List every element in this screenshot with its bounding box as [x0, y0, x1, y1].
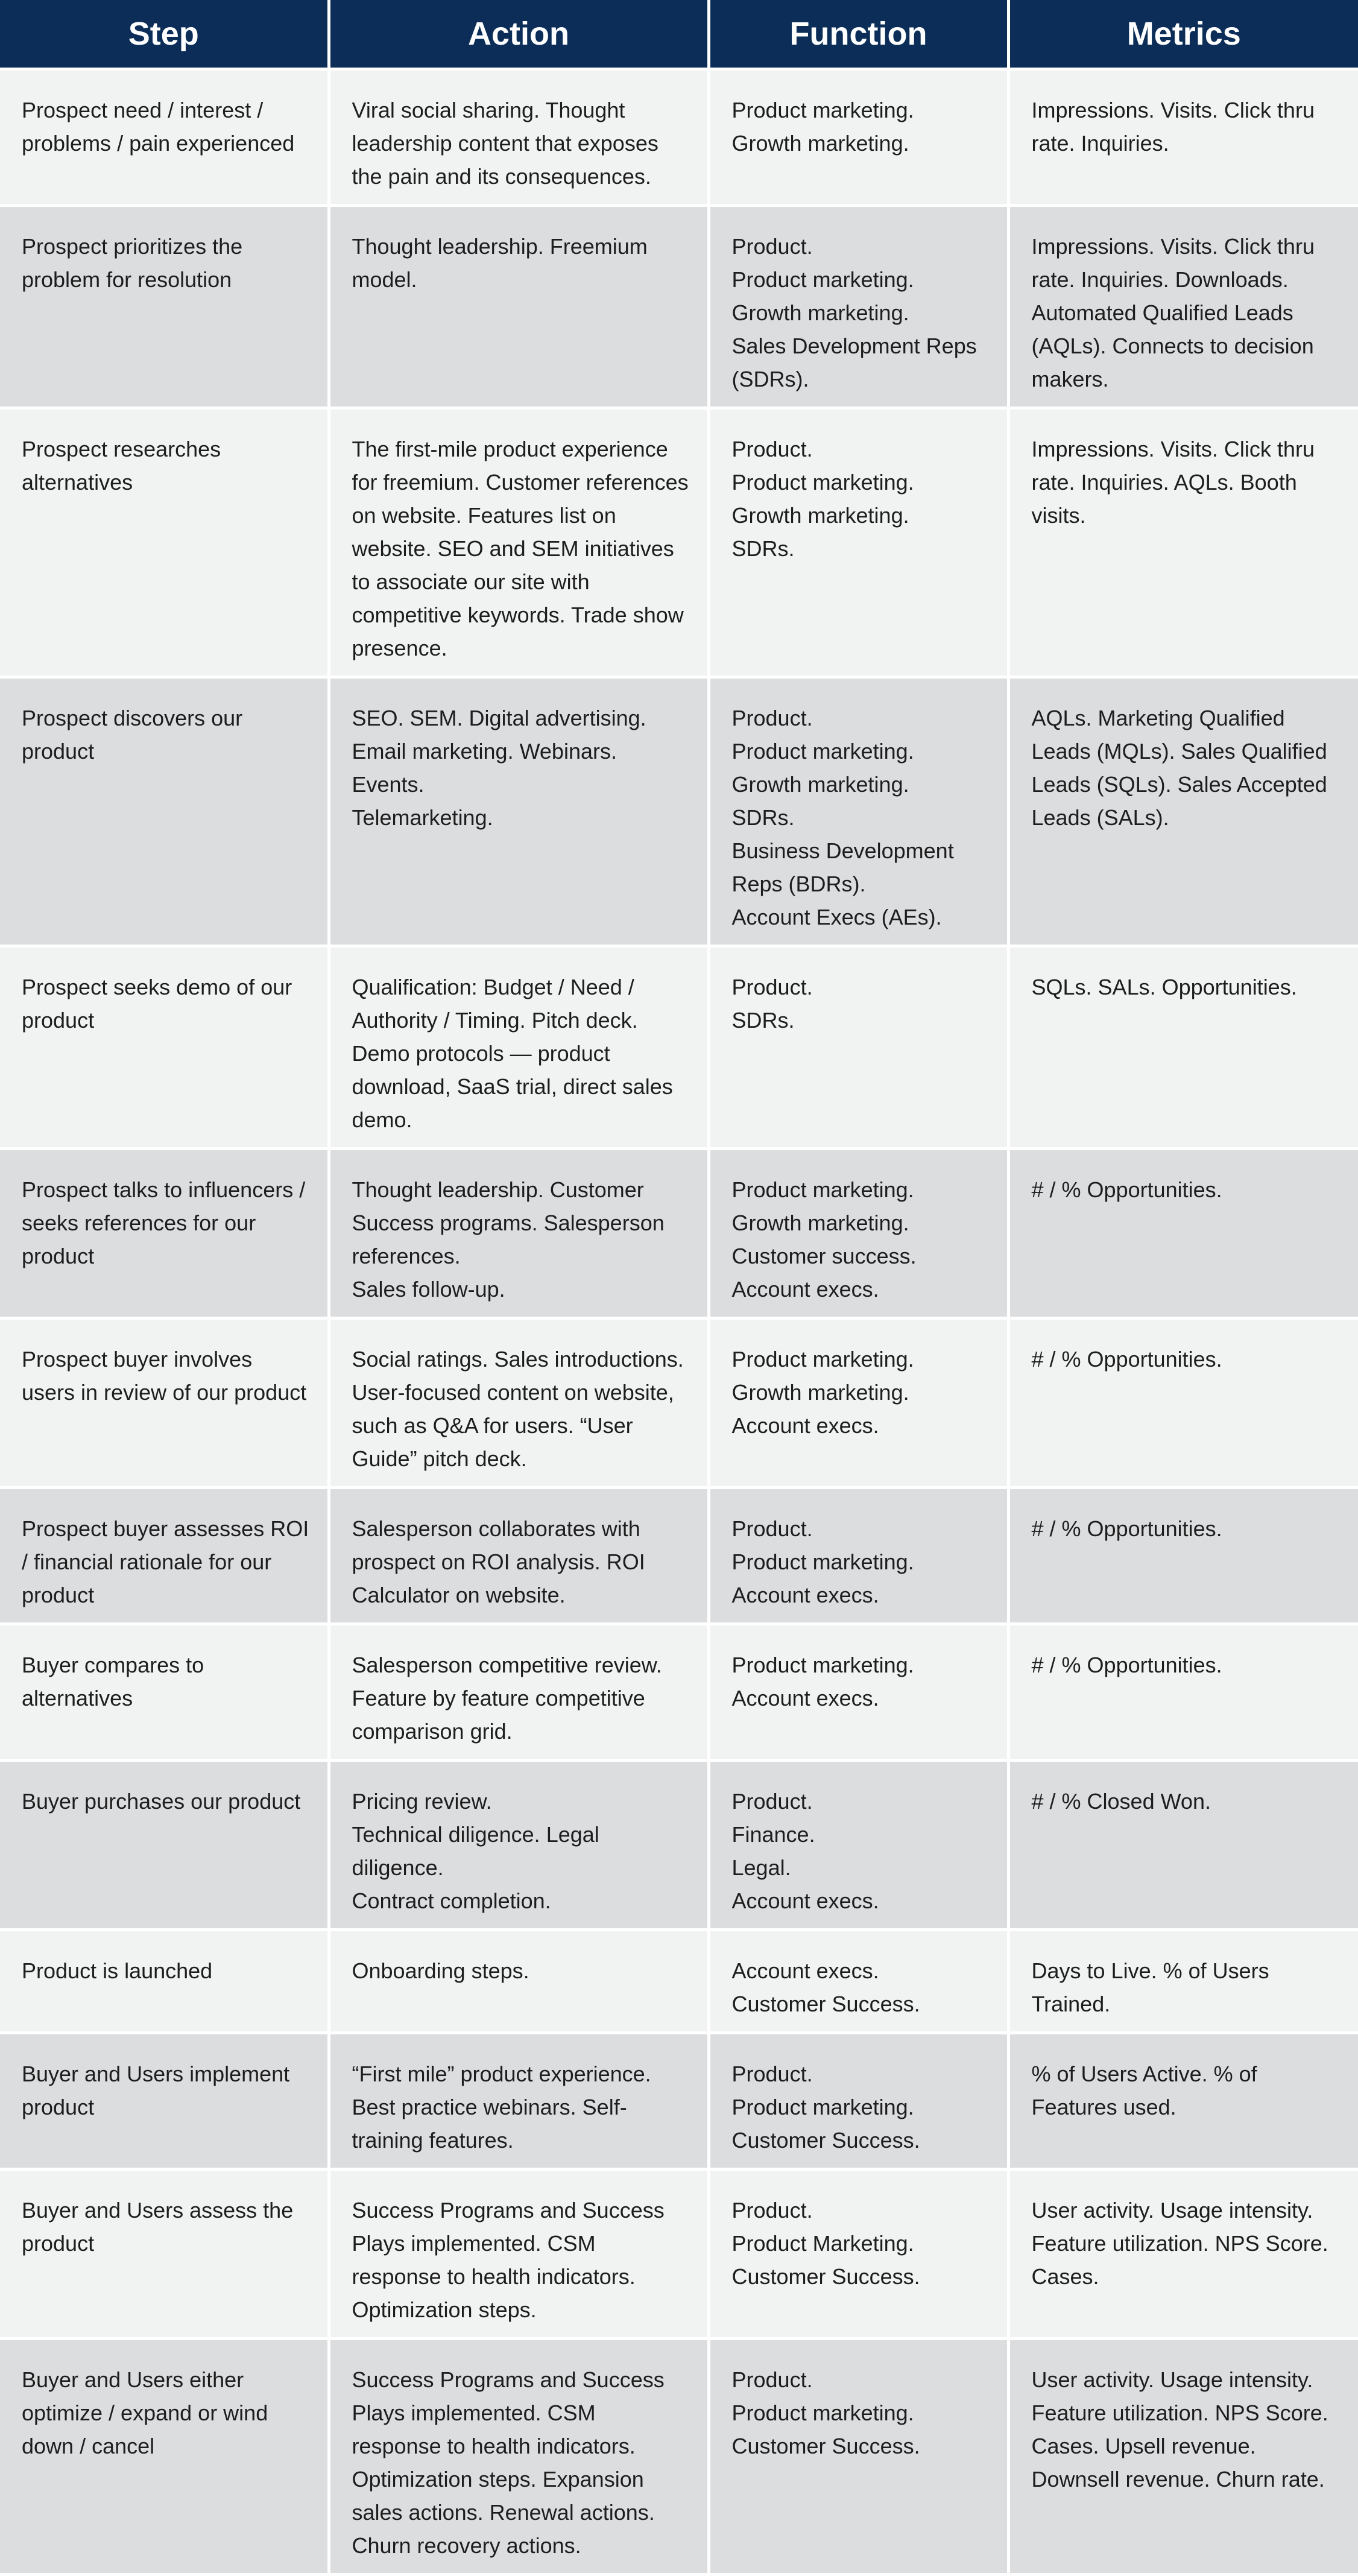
header-function: Function — [709, 0, 1008, 69]
cell-action: Success Programs and Success Plays implemented. CSM response to health indicators. Optimization steps. Expansion sales actions. Renewal actions. Churn recovery actions. — [329, 2339, 709, 2575]
cell-function: Product marketing. Growth marketing. Account execs. — [709, 1318, 1008, 1488]
cell-action: SEO. SEM. Digital advertising. Email marketing. Webinars. Events. Telemarketing. — [329, 677, 709, 946]
cell-action: Thought leadership. Customer Success programs. Salesperson references. Sales follow-up. — [329, 1149, 709, 1318]
cell-function: Product. Product marketing. Customer Success. — [709, 2339, 1008, 2575]
cell-metrics: # / % Closed Won. — [1008, 1761, 1358, 1930]
header-row — [0, 0, 1358, 69]
table-row — [0, 1930, 1358, 2033]
cell-action: Pricing review. Technical diligence. Legal diligence. Contract completion. — [329, 1761, 709, 1930]
cell-function: Product marketing. Growth marketing. Customer success. Account execs. — [709, 1149, 1008, 1318]
cell-metrics: % of Users Active. % of Features used. — [1008, 2033, 1358, 2169]
cell-metrics: # / % Opportunities. — [1008, 1318, 1358, 1488]
cell-metrics: # / % Opportunities. — [1008, 1624, 1358, 1761]
cell-step: Prospect buyer involves users in review of our product — [0, 1318, 329, 1488]
cell-step: Buyer compares to alternatives — [0, 1624, 329, 1761]
cell-metrics: # / % Opportunities. — [1008, 1149, 1358, 1318]
header-action: Action — [329, 0, 709, 69]
cell-function: Account execs. Customer Success. — [709, 1930, 1008, 2033]
cell-step: Prospect prioritizes the problem for resolution — [0, 206, 329, 408]
header-step: Step — [0, 0, 329, 69]
table-row — [0, 1488, 1358, 1624]
cell-metrics: Days to Live. % of Users Trained. — [1008, 1930, 1358, 2033]
table-body — [0, 69, 1358, 2575]
cell-step: Buyer and Users assess the product — [0, 2169, 329, 2339]
cell-step: Buyer and Users implement product — [0, 2033, 329, 2169]
header-metrics: Metrics — [1008, 0, 1358, 69]
cell-function: Product. SDRs. — [709, 946, 1008, 1149]
cell-step: Prospect buyer assesses ROI / financial rationale for our product — [0, 1488, 329, 1624]
cell-metrics: AQLs. Marketing Qualified Leads (MQLs). Sales Qualified Leads (SQLs). Sales Accepted Leads (SALs). — [1008, 677, 1358, 946]
cell-step: Prospect need / interest / problems / pain experienced — [0, 69, 329, 206]
cell-metrics: Impressions. Visits. Click thru rate. Inquiries. — [1008, 69, 1358, 206]
table-row — [0, 2339, 1358, 2575]
cell-step: Buyer purchases our product — [0, 1761, 329, 1930]
cell-step: Prospect talks to influencers / seeks references for our product — [0, 1149, 329, 1318]
cell-metrics: Impressions. Visits. Click thru rate. Inquiries. Downloads. Automated Qualified Leads (AQLs). Connects to decision makers. — [1008, 206, 1358, 408]
cell-action: Salesperson collaborates with prospect on ROI analysis. ROI Calculator on website. — [329, 1488, 709, 1624]
cell-step: Prospect researches alternatives — [0, 408, 329, 677]
cell-action: Success Programs and Success Plays implemented. CSM response to health indicators. Optimization steps. — [329, 2169, 709, 2339]
table-row — [0, 408, 1358, 677]
table-row — [0, 677, 1358, 946]
cell-action: Salesperson competitive review. Feature by feature competitive comparison grid. — [329, 1624, 709, 1761]
table-row — [0, 2169, 1358, 2339]
table-row — [0, 206, 1358, 408]
cell-action: Onboarding steps. — [329, 1930, 709, 2033]
cell-metrics: # / % Opportunities. — [1008, 1488, 1358, 1624]
cell-action: “First mile” product experience. Best practice webinars. Self-training features. — [329, 2033, 709, 2169]
cell-metrics: User activity. Usage intensity. Feature utilization. NPS Score. Cases. Upsell revenue. Downsell revenue. Churn rate. — [1008, 2339, 1358, 2575]
table-row — [0, 1318, 1358, 1488]
cell-metrics: User activity. Usage intensity. Feature utilization. NPS Score. Cases. — [1008, 2169, 1358, 2339]
cell-function: Product. Product marketing. Customer Success. — [709, 2033, 1008, 2169]
table-row — [0, 1761, 1358, 1930]
cell-function: Product. Product marketing. Growth marketing. SDRs. Business Development Reps (BDRs). Account Execs (AEs). — [709, 677, 1008, 946]
cell-step: Product is launched — [0, 1930, 329, 2033]
cell-function: Product. Product marketing. Growth marketing. SDRs. — [709, 408, 1008, 677]
table-row — [0, 2033, 1358, 2169]
cell-function: Product. Product marketing. Account execs. — [709, 1488, 1008, 1624]
cell-function: Product marketing. Account execs. — [709, 1624, 1008, 1761]
table-row — [0, 69, 1358, 206]
cell-action: The first-mile product experience for freemium. Customer references on website. Features list on website. SEO and SEM initiatives to associate our site with competitive keywords. Trade show presence. — [329, 408, 709, 677]
cell-action: Qualification: Budget / Need / Authority / Timing. Pitch deck. Demo protocols — product download, SaaS trial, direct sales demo. — [329, 946, 709, 1149]
cell-function: Product. Product Marketing. Customer Success. — [709, 2169, 1008, 2339]
cell-step: Prospect seeks demo of our product — [0, 946, 329, 1149]
cell-step: Prospect discovers our product — [0, 677, 329, 946]
cell-function: Product marketing. Growth marketing. — [709, 69, 1008, 206]
cell-action: Viral social sharing. Thought leadership content that exposes the pain and its consequences. — [329, 69, 709, 206]
cell-step: Buyer and Users either optimize / expand or wind down / cancel — [0, 2339, 329, 2575]
cell-function: Product. Product marketing. Growth marketing. Sales Development Reps (SDRs). — [709, 206, 1008, 408]
table-row — [0, 1624, 1358, 1761]
cell-action: Social ratings. Sales introductions. User-focused content on website, such as Q&A for users. “User Guide” pitch deck. — [329, 1318, 709, 1488]
table-row — [0, 1149, 1358, 1318]
cell-metrics: SQLs. SALs. Opportunities. — [1008, 946, 1358, 1149]
table-row — [0, 946, 1358, 1149]
cell-action: Thought leadership. Freemium model. — [329, 206, 709, 408]
cell-function: Product. Finance. Legal. Account execs. — [709, 1761, 1008, 1930]
cell-metrics: Impressions. Visits. Click thru rate. Inquiries. AQLs. Booth visits. — [1008, 408, 1358, 677]
